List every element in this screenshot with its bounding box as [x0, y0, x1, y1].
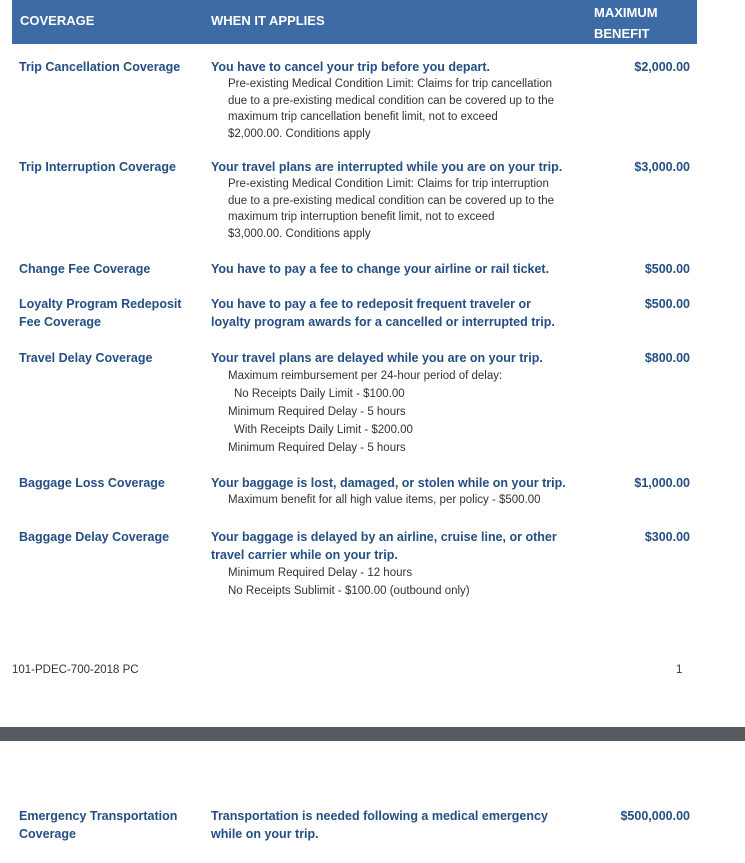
coverage-name: Change Fee Coverage	[19, 262, 151, 276]
table-header	[12, 0, 697, 44]
coverage-name: Trip Cancellation Coverage	[19, 60, 181, 74]
coverage-details: Pre-existing Medical Condition Limit: Claims for trip cancellation due to a pre-existing medical condition can be covered up to the maximum trip cancellation benefit limit, not to exceed $2,000.00. Conditions apply	[228, 78, 555, 140]
when-it-applies: Transportation is needed following a medical emergency while on your trip.	[211, 809, 548, 841]
when-it-applies: Your travel plans are delayed while you are on your trip. Maximum reimbursement per 24-hour period of delay: No Receipts Daily Limit - $100.00 Minimum Required Delay - 5 hours With Receipts Daily Limit - $200.00 Minimum Required Delay - 5 hours	[211, 349, 601, 457]
document-code: 101-PDEC-700-2018 PC	[12, 664, 139, 676]
max-benefit-amount: $2,000.00	[634, 60, 690, 74]
when-column-header: WHEN IT APPLIES	[211, 13, 325, 28]
coverage-name: Trip Interruption Coverage	[19, 160, 176, 174]
coverage-details: Minimum Required Delay - 12 hours No Receipts Sublimit - $100.00 (outbound only)	[228, 567, 470, 597]
coverage-details: Pre-existing Medical Condition Limit: Claims for trip interruption due to a pre-existing medical condition can be covered up to the maximum trip interruption benefit limit, not to exceed $3,000.00. Conditions apply	[228, 178, 555, 240]
coverage-name: Emergency Transportation Coverage	[19, 809, 178, 841]
coverage-name: Baggage Delay Coverage	[19, 530, 170, 544]
when-it-applies: Your baggage is delayed by an airline, cruise line, or other travel carrier while on your trip. Minimum Required Delay - 12 hours No Receipts Sublimit - $100.00 (outbound only)	[211, 528, 601, 600]
coverage-column-header: COVERAGE	[20, 13, 95, 28]
when-it-applies: Your baggage is lost, damaged, or stolen while on your trip. Maximum benefit for all high value items, per policy - $500.00	[211, 474, 601, 509]
page-separator	[0, 727, 745, 741]
max-benefit-amount: $500.00	[644, 297, 690, 311]
when-it-applies: You have to cancel your trip before you depart. Pre-existing Medical Condition Limit: Claims for trip cancellation due to a pre-existing medical condition can be covered up to the maximum trip cancellation benefit limit, not to exceed $2,000.00. Conditions apply	[211, 58, 601, 142]
max-benefit-amount: $500.00	[644, 262, 690, 276]
coverage-details: Maximum reimbursement per 24-hour period of delay: No Receipts Daily Limit - $100.00 Minimum Required Delay - 5 hours With Receipts Daily Limit - $200.00 Minimum Required Delay - 5 hours	[228, 370, 503, 454]
when-it-applies: Your travel plans are interrupted while you are on your trip. Pre-existing Medical Condition Limit: Claims for trip interruption due to a pre-existing medical condition can be covered up to the maximum trip interruption benefit limit, not to exceed $3,000.00. Conditions apply	[211, 158, 601, 242]
max-benefit-amount: $3,000.00	[634, 160, 690, 174]
coverage-details: Maximum benefit for all high value items, per policy - $500.00	[228, 494, 541, 506]
max-benefit-amount: $500,000.00	[620, 809, 690, 823]
when-it-applies: You have to pay a fee to redeposit frequent traveler or loyalty program awards for a cancelled or interrupted trip.	[211, 297, 555, 329]
page-number: 1	[676, 664, 683, 676]
max-benefit-amount: $800.00	[644, 351, 690, 365]
max-benefit-amount: $1,000.00	[634, 476, 690, 490]
coverage-name: Travel Delay Coverage	[19, 351, 153, 365]
when-it-applies: You have to pay a fee to change your airline or rail ticket.	[211, 262, 550, 276]
coverage-name: Loyalty Program Redeposit Fee Coverage	[19, 297, 182, 329]
max-benefit-column-header: MAXIMUM BENEFIT	[594, 5, 658, 41]
coverage-name: Baggage Loss Coverage	[19, 476, 165, 490]
max-benefit-amount: $300.00	[644, 530, 690, 544]
